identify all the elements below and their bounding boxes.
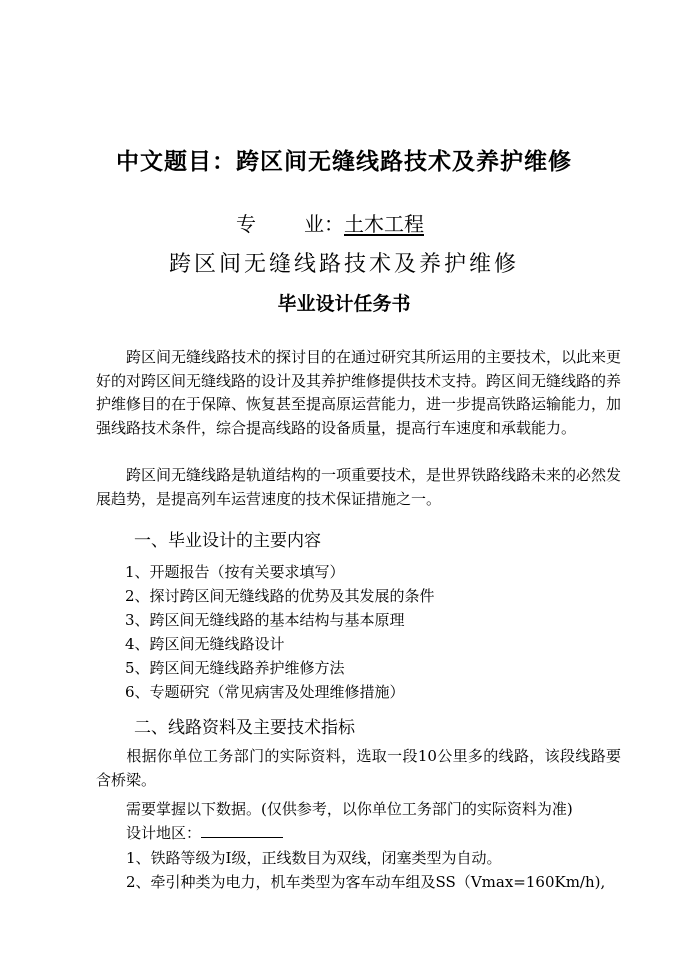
design-area-label: 设计地区：: [126, 824, 202, 842]
section-1-list: [125, 560, 435, 704]
paragraph-1-text: 跨区间无缝线路技术的探讨目的在通过研究其所运用的主要技术，以此来更好的对跨区间无缝线路的设计及其养护维修提供技术支持。跨区间无缝线路的养护维修目的在于保障、恢复甚至提高原运营能力，进一步提高铁路运输能力，加强线路技术条件，综合提高线路的设备质量，提高行车速度和承载能力。: [96, 348, 622, 437]
paragraph-1: [96, 346, 621, 440]
design-area-blank: [201, 823, 283, 838]
list-item: 4、跨区间无缝线路设计: [125, 635, 285, 653]
list-item: 5、跨区间无缝线路养护维修方法: [125, 659, 345, 677]
list-item: 1、开题报告（按有关要求填写）: [125, 563, 345, 581]
list-item: 3、跨区间无缝线路的基本结构与基本原理: [125, 611, 405, 629]
major-line: [236, 208, 424, 237]
paragraph-2-text: 跨区间无缝线路是轨道结构的一项重要技术，是世界铁路线路未来的必然发展趋势，是提高列车运营速度的技术保证措施之一。: [96, 466, 622, 508]
line-data-note: 需要掌握以下数据。(仅供参考，以你单位工务部门的实际资料为准): [126, 800, 573, 818]
design-area-line: [126, 822, 283, 843]
paragraph-2: [96, 464, 621, 511]
paragraph-3-text: 根据你单位工务部门的实际资料，选取一段10公里多的线路，该段线路要含桥梁。: [96, 747, 621, 789]
paragraph-3: [96, 745, 621, 792]
list-item: 2、探讨跨区间无缝线路的优势及其发展的条件: [125, 587, 435, 605]
major-value: 土木工程: [344, 212, 424, 236]
item-1: 1、铁路等级为Ⅰ级，正线数目为双线，闭塞类型为自动。: [126, 849, 502, 867]
major-label: 专: [236, 212, 256, 236]
task-title: 毕业设计任务书: [277, 293, 411, 315]
section-2-heading: 二、线路资料及主要技术指标: [134, 718, 355, 738]
section-1-heading: 一、毕业设计的主要内容: [134, 531, 321, 551]
major-label-suffix: 业：: [304, 212, 344, 236]
document-title: 中文题目：跨区间无缝线路技术及养护维修: [116, 148, 572, 175]
list-item: 6、专题研究（常见病害及处理维修措施）: [125, 683, 405, 701]
document-subtitle: 跨区间无缝线路技术及养护维修: [168, 252, 519, 277]
item-2: 2、牵引种类为电力，机车类型为客车动车组及SS（Vmax=160Km/h),: [126, 873, 606, 891]
